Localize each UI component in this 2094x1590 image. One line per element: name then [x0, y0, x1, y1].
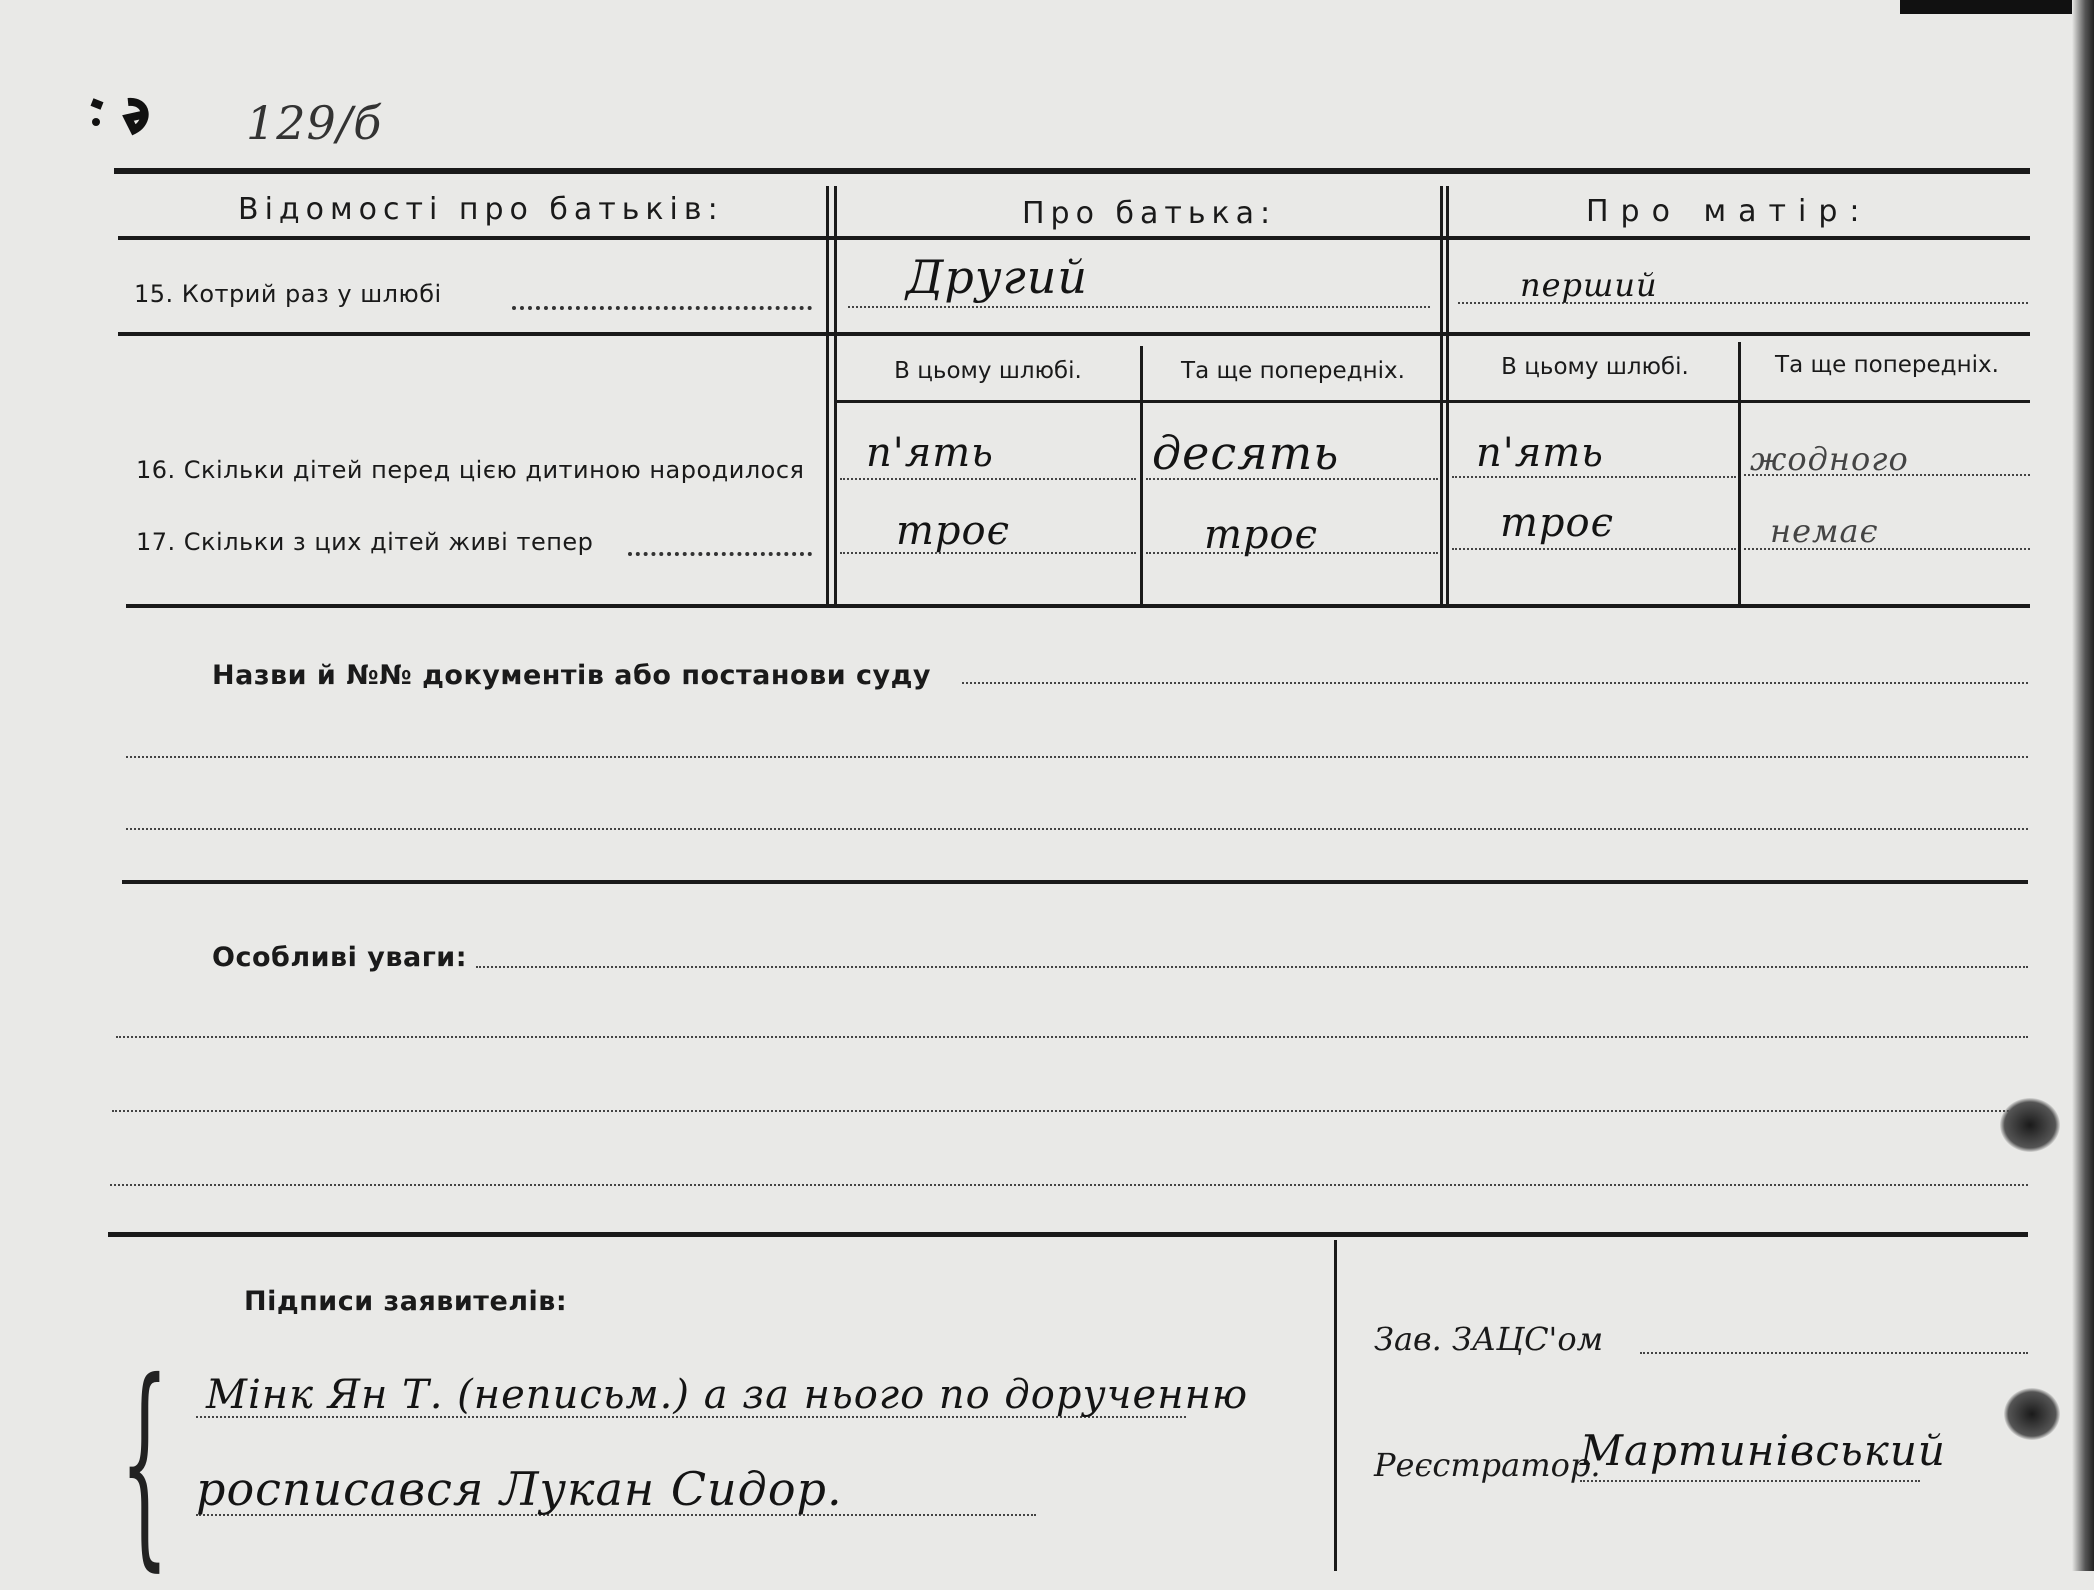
father-previous-header: Та ще попередніх.	[1181, 358, 1405, 384]
q17-father-prev: троє	[1204, 512, 1319, 558]
q15-father-line	[848, 306, 1430, 308]
q16-father-this: п'ять	[866, 430, 994, 476]
documents-bottom-rule	[122, 880, 2028, 884]
mother-header: Про матір:	[1586, 194, 1872, 229]
q16-mother-prev: жодного	[1750, 440, 1909, 478]
q17-leader	[628, 552, 812, 556]
notes-line-2	[116, 1036, 2028, 1038]
subcol-rule-mother	[1738, 342, 1741, 606]
notes-line-1	[476, 966, 2028, 968]
table-vrule-left-b	[834, 186, 837, 606]
mother-this-marriage-header: В цьому шлюбі.	[1501, 354, 1689, 380]
binder-hole-lower	[2004, 1388, 2060, 1440]
binder-hole-upper	[2000, 1098, 2060, 1152]
head-line	[1640, 1352, 2028, 1354]
mother-previous-header: Та ще попередніх.	[1775, 352, 1999, 378]
table-bottom-rule	[126, 604, 2030, 608]
signatures-label: Підписи заявителів:	[244, 1286, 568, 1317]
q16-father-prev: десять	[1152, 426, 1340, 480]
signature-divider	[1334, 1240, 1337, 1571]
q17-label: 17. Скільки з цих дітей живі тепер	[136, 528, 594, 556]
q17-mother-prev: немає	[1770, 512, 1879, 550]
table-vrule-mid-a	[1440, 186, 1443, 606]
q15-mother: перший	[1520, 266, 1658, 304]
subcol-rule-father	[1140, 346, 1143, 606]
q17-mother-this: троє	[1500, 500, 1615, 546]
table-vrule-mid-b	[1446, 186, 1449, 606]
notes-bottom-rule	[108, 1232, 2028, 1237]
signature-text-2: росписався Лукан Сидор.	[196, 1462, 843, 1516]
father-header: Про батька:	[1022, 196, 1277, 231]
documents-line-1	[962, 682, 2028, 684]
scan-edge-top	[1900, 0, 2094, 14]
q16-mother-this: п'ять	[1476, 430, 1604, 476]
registrar-line	[1580, 1480, 1920, 1482]
q16-label: 16. Скільки дітей перед цією дитиною народилося	[136, 456, 805, 484]
signatures-brace: {	[120, 1334, 169, 1590]
row15-rule	[118, 332, 2030, 336]
parents-header: Відомості про батьків:	[238, 192, 724, 227]
notes-line-3	[112, 1110, 2028, 1112]
notes-line-4	[110, 1184, 2028, 1186]
signature-text-1: Мінк Ян Т. (неписьм.) а за нього по дорученню	[206, 1372, 1249, 1418]
scan-edge-right	[2072, 0, 2094, 1571]
q16-father-this-line	[840, 478, 1136, 480]
head-label: Зав. ЗАЦС'ом	[1374, 1320, 1604, 1358]
q15-label: 15. Котрий раз у шлюбі	[134, 280, 442, 308]
q15-leader	[512, 306, 812, 310]
q16-mother-this-line	[1452, 476, 1736, 478]
documents-label: Назви й №№ документів або постанови суду	[212, 660, 932, 691]
father-this-marriage-header: В цьому шлюбі.	[894, 358, 1082, 384]
notes-label: Особливі уваги:	[212, 942, 468, 973]
registrar-signature: Мартинівський	[1580, 1426, 1946, 1475]
q17-mother-this-line	[1452, 548, 1736, 550]
table-top-rule	[114, 168, 2030, 174]
q15-father: Другий	[906, 250, 1089, 304]
q17-father-this: троє	[896, 508, 1011, 554]
header-rule	[118, 236, 2030, 240]
documents-line-3	[126, 828, 2028, 830]
registrar-label: Реєстратор.	[1374, 1446, 1601, 1484]
subcol-rule	[834, 400, 2030, 403]
corner-number: 129/б	[246, 96, 383, 150]
documents-line-2	[126, 756, 2028, 758]
table-vrule-left-a	[826, 186, 829, 606]
corner-mark	[88, 92, 158, 138]
